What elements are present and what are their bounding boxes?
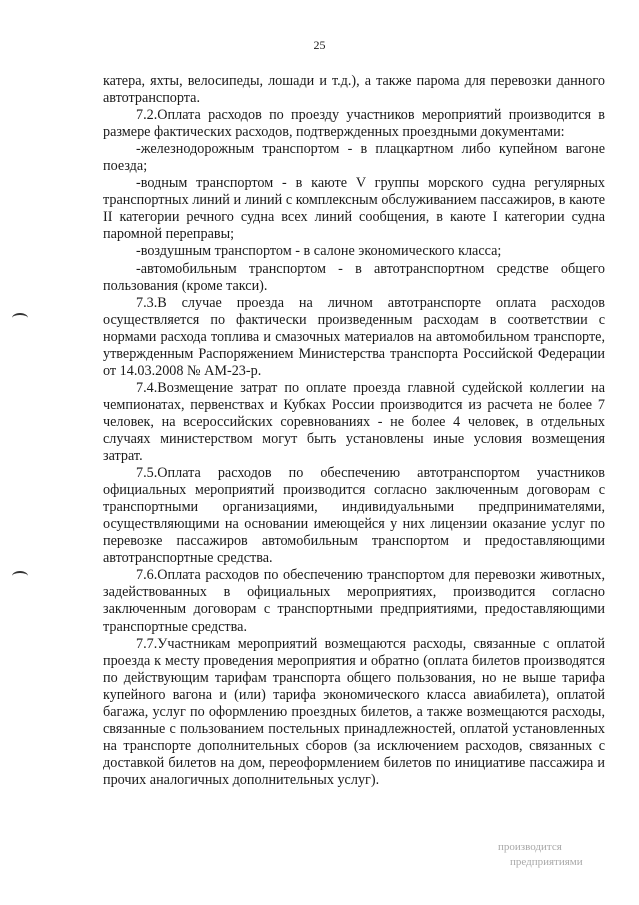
document-body: [103, 73, 605, 789]
list-item-water: -водным транспортом - в каюте V группы морского судна регулярных транспортных линий и линий с комплексным обслуживанием пассажиров, в каюте II категории речного судна всех линий сообщения, в каюте I категории судна паромной переправы;: [103, 175, 605, 243]
list-item-road: -автомобильным транспортом - в автотранспортном средстве общего пользования (кроме такси).: [103, 260, 605, 294]
list-item-air: -воздушным транспортом - в салоне экономического класса;: [136, 243, 502, 260]
bleed-through-text: производится: [498, 841, 562, 853]
paragraph-7-5: 7.5.Оплата расходов по обеспечению автотранспортом участников официальных мероприятий производится согласно заключенным договорам с транспортными организациями, индивидуальными предпринимателями, осуществляющими на основании имеющейся у них лицензии оказание услуг по перевозке пассажиров автомобильным транспортом и предоставляющими автотранспортные средства.: [103, 465, 605, 567]
bleed-through-text: предприятиями: [510, 856, 583, 868]
paragraph-7-4: 7.4.Возмещение затрат по оплате проезда главной судейской коллегии на чемпионатах, первенствах и Кубках России производится из расчета не более 7 человек, на всероссийских соревнованиях - не более 4 человек, в отдельных случаях министерством могут быть установлены иные условия возмещения затрат.: [103, 379, 605, 465]
paragraph-7-1-end: катера, яхты, велосипеды, лошади и т.д.), а также парома для перевозки данного автотранспорта.: [103, 73, 605, 107]
paragraph-7-7: 7.7.Участникам мероприятий возмещаются расходы, связанные с оплатой проезда к месту проведения мероприятия и обратно (оплата билетов производятся по действующим тарифам транспорта общего пользования, но не выше тарифа купейного вагона и (или) тарифа экономического класса авиабилета), оплатой багажа, услуг по оформлению проездных билетов, а также возмещаются расходы, связанные с пользованием постельных принадлежностей, оплатой установленных на транспорте дополнительных сборов (за исключением расходов, связанных с доставкой билетов на дом, переоформлением билетов по инициативе пассажира и прочих аналогичных дополнительных услуг).: [103, 635, 605, 788]
paragraph-7-2: 7.2.Оплата расходов по проезду участников мероприятий производится в размере фактических расходов, подтвержденных проездными документами:: [103, 107, 605, 141]
binding-hole-mark: [12, 313, 28, 323]
paragraph-7-3: 7.3.В случае проезда на личном автотранспорте оплата расходов осуществляется по фактически произведенным расходам в соответствии с нормами расхода топлива и смазочных материалов на автомобильном транспорте, утвержденным Распоряжением Министерства транспорта Российской Федерации от 14.03.2008 № АМ-23-р.: [103, 294, 605, 379]
paragraph-7-6: 7.6.Оплата расходов по обеспечению транспортом для перевозки животных, задействованных в официальных мероприятиях, производится согласно заключенным договорам с транспортными предприятиями, предоставляющими транспортные средства.: [103, 567, 605, 635]
page-number: 25: [313, 38, 326, 52]
binding-hole-mark: [12, 571, 28, 581]
list-item-rail: -железнодорожным транспортом - в плацкартном либо купейном вагоне поезда;: [103, 141, 605, 175]
